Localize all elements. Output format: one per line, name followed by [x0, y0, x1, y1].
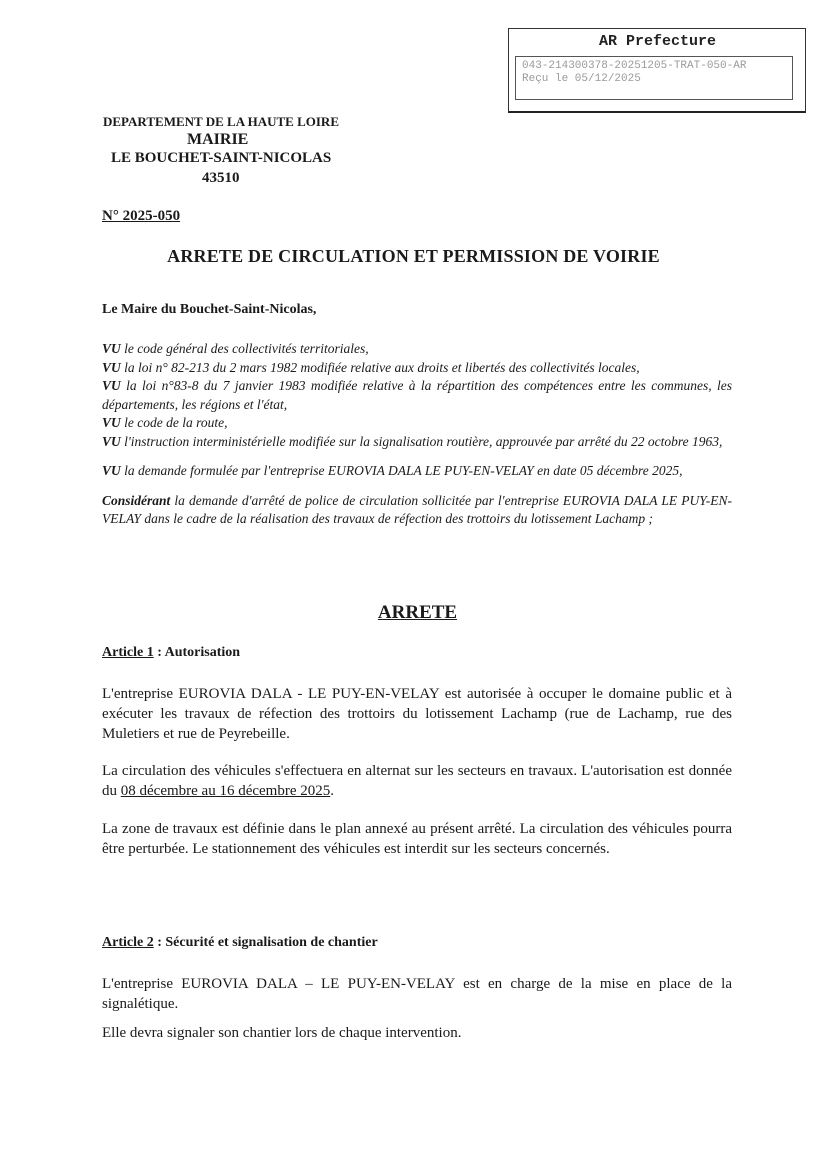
article-2-paragraph-1: L'entreprise EUROVIA DALA – LE PUY-EN-VELAY est en charge de la mise en place de la signalétique. [102, 976, 732, 1012]
document-title: ARRETE DE CIRCULATION ET PERMISSION DE VOIRIE [167, 246, 660, 266]
stamp-details [515, 56, 793, 100]
postal-code: 43510 [202, 170, 240, 186]
stamp-received-date: Reçu le 05/12/2025 [522, 73, 641, 85]
mairie-label: MAIRIE [187, 131, 249, 148]
stamp-title: AR Prefecture [599, 33, 717, 50]
visas-section [102, 340, 732, 529]
article-1-paragraph-1: L'entreprise EUROVIA DALA - LE PUY-EN-VELAY est autorisée à occuper le domaine public et à exécuter les travaux de réfection des trottoirs du lotissement Lachamp (rue de Lachamp, rue des Muletiers et rue de Peyrebeille. [102, 686, 732, 742]
visa-item: VU l'instruction interministérielle modifiée sur la signalisation routière, approuvée par arrêté du 22 octobre 1963, [102, 433, 723, 449]
article-1-paragraph-2: La circulation des véhicules s'effectuera en alternat sur les secteurs en travaux. L'autorisation est donnée du 08 décembre au 16 décembre 2025. [102, 763, 732, 799]
article-2-paragraph-2: Elle devra signaler son chantier lors de chaque intervention. [102, 1025, 462, 1041]
department-name: DEPARTEMENT DE LA HAUTE LOIRE [103, 114, 339, 129]
stamp-reference: 043-214300378-20251205-TRAT-050-AR [522, 60, 747, 72]
visa-item: VU la loi n°83-8 du 7 janvier 1983 modifiée relative à la répartition des compétences entre les communes, les départements, les régions et l'état, [102, 378, 732, 412]
visa-item: VU le code de la route, [102, 415, 228, 430]
article-2-heading: Article 2 : Sécurité et signalisation de chantier [102, 935, 378, 950]
authorization-dates: 08 décembre au 16 décembre 2025 [120, 783, 331, 799]
visa-item: VU la loi n° 82-213 du 2 mars 1982 modifiée relative aux droits et libertés des collectivités locales, [102, 359, 640, 375]
article-1-heading: Article 1 : Autorisation [102, 645, 241, 660]
arrete-heading: ARRETE [377, 602, 458, 623]
article-1-paragraph-3: La zone de travaux est définie dans le plan annexé au présent arrêté. La circulation des véhicules pourra être perturbée. Le stationnement des véhicules est interdit sur les secteurs concernés. [102, 821, 732, 857]
commune-name: LE BOUCHET-SAINT-NICOLAS [111, 150, 332, 166]
considerant: Considérant la demande d'arrêté de police de circulation sollicitée par l'entreprise EUROVIA DALA LE PUY-EN-VELAY dans le cadre de la réalisation des travaux de réfection des trottoirs du lotissement Lachamp ; [102, 492, 732, 526]
maire-heading: Le Maire du Bouchet-Saint-Nicolas, [102, 302, 317, 317]
prefecture-stamp [508, 28, 806, 113]
arrete-number: N° 2025-050 [102, 208, 181, 224]
visa-item: VU le code général des collectivités territoriales, [102, 341, 369, 356]
visa-demande: VU la demande formulée par l'entreprise EUROVIA DALA LE PUY-EN-VELAY en date 05 décembre 2025, [102, 463, 683, 478]
